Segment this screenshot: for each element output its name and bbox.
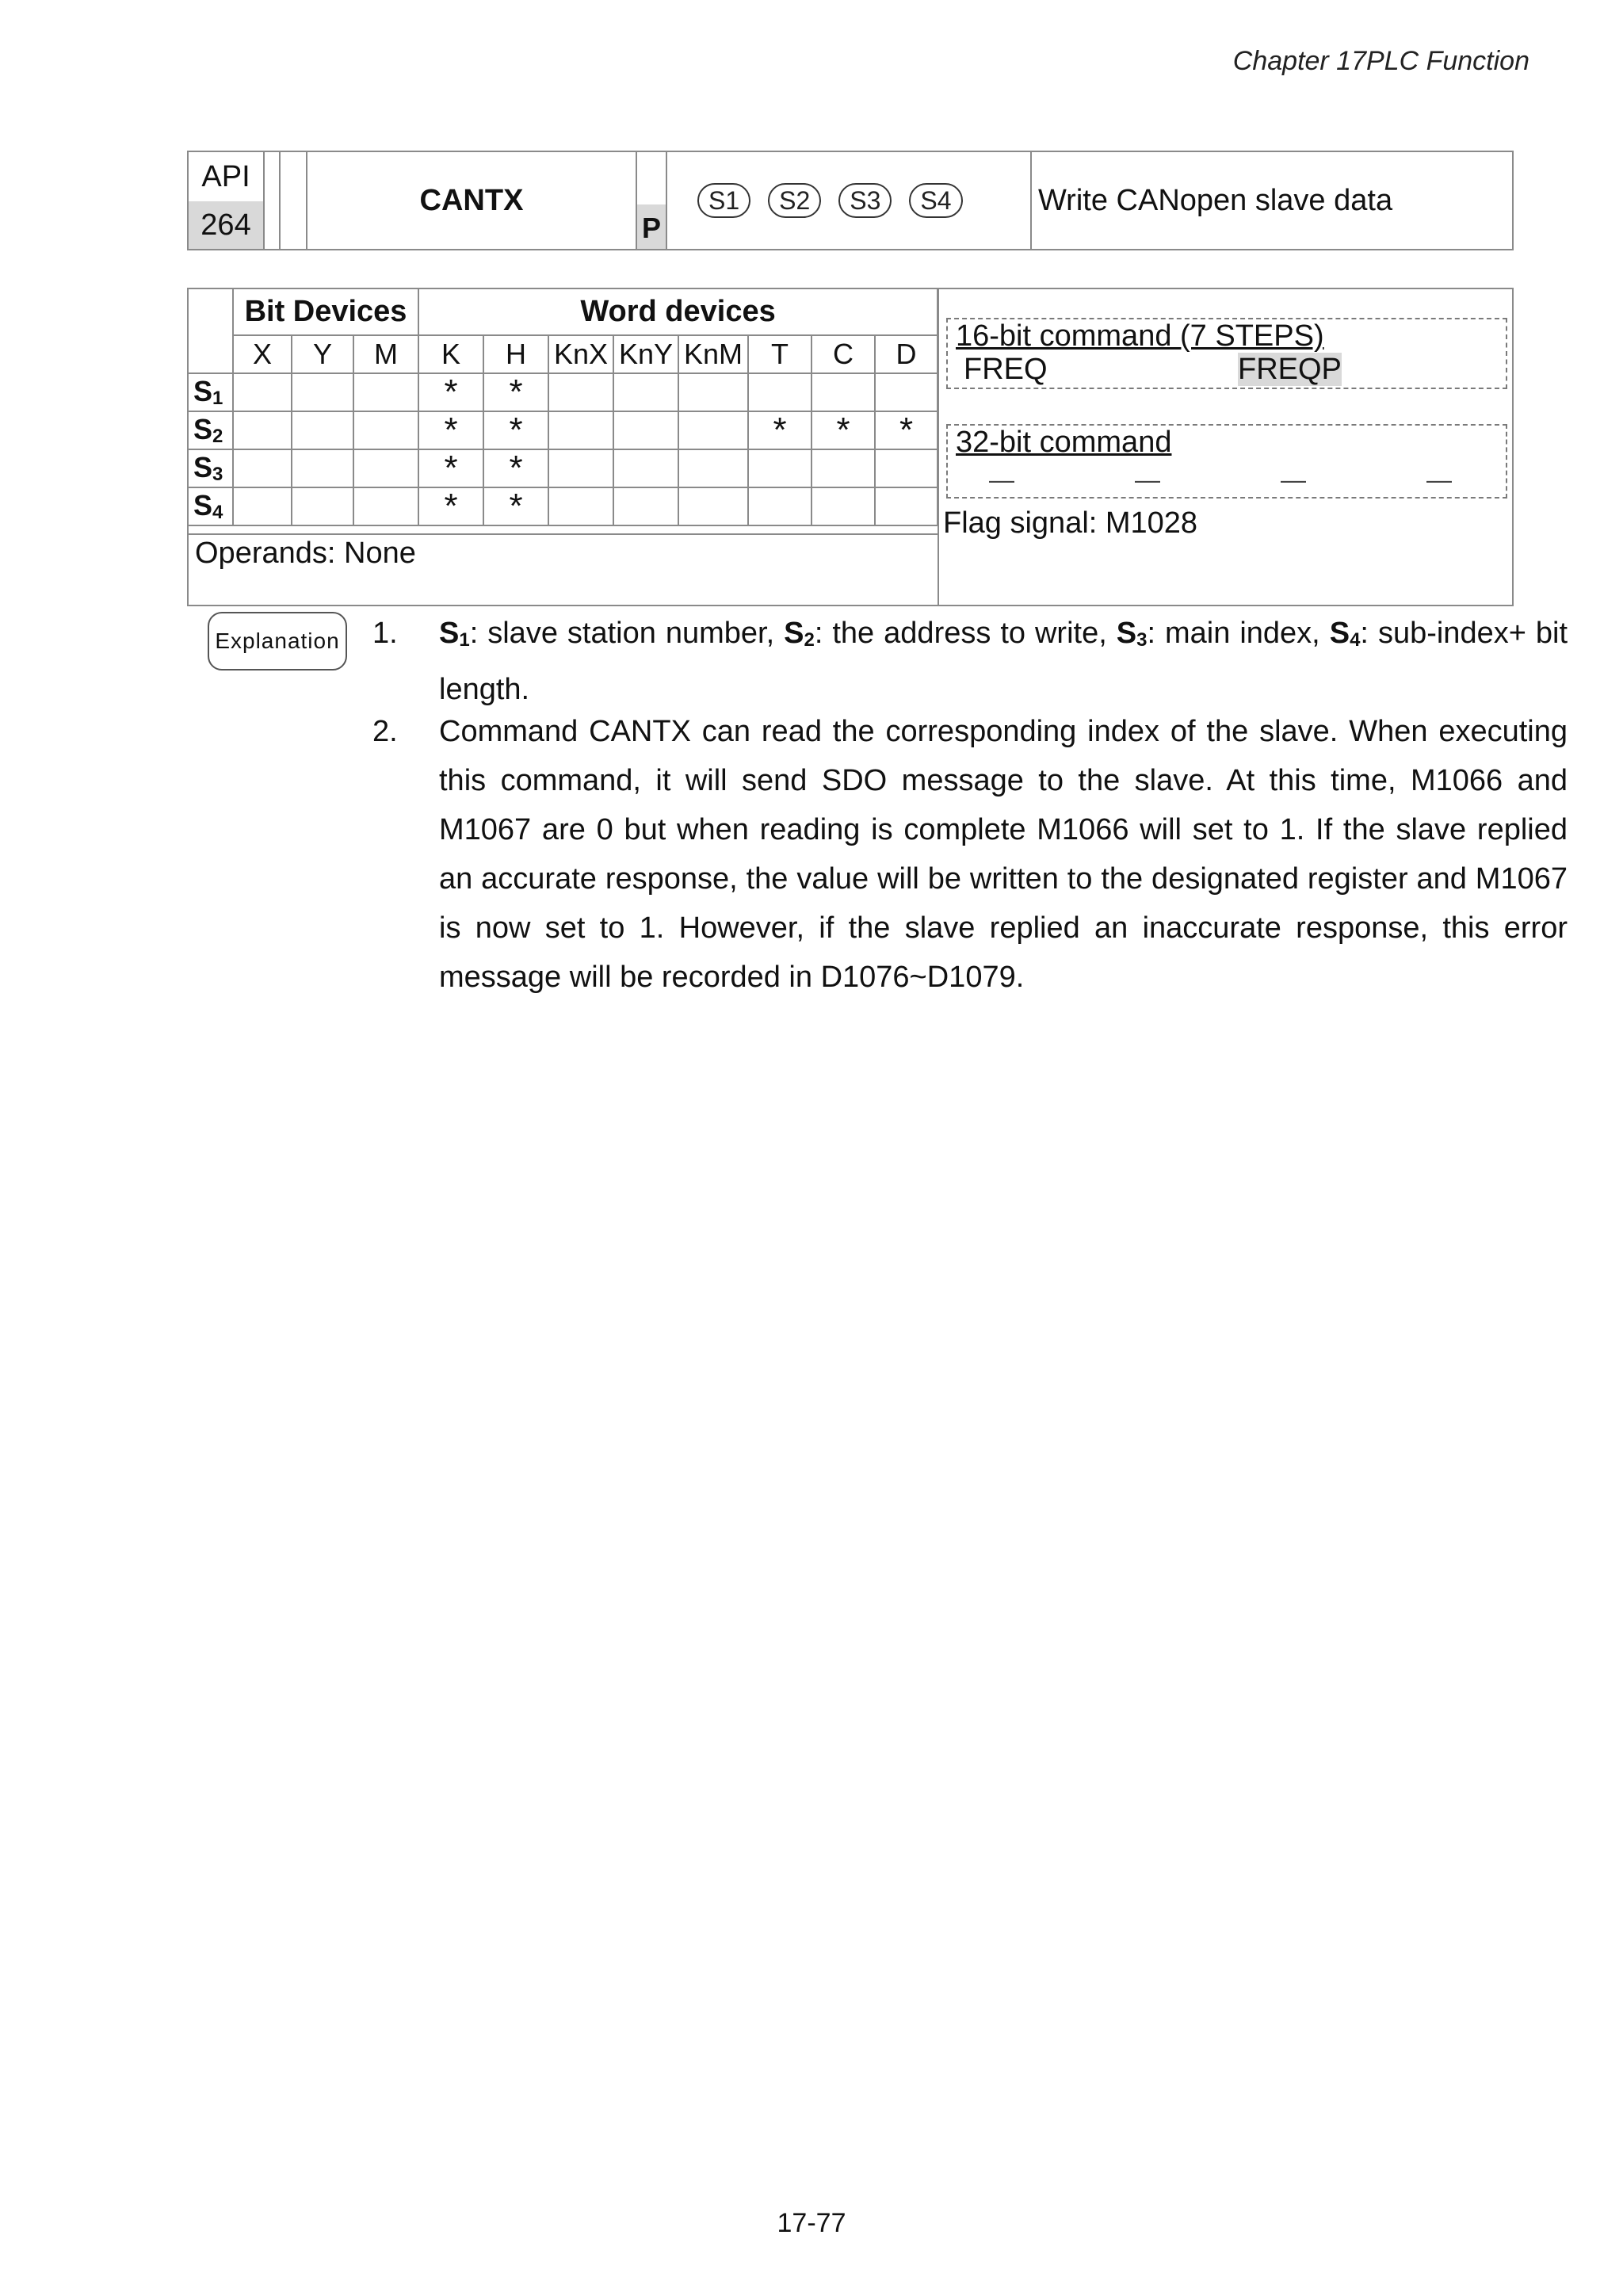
device-cell: [613, 411, 678, 449]
device-cell: [292, 487, 353, 525]
device-cell: [292, 449, 353, 487]
row-label-text: S: [193, 413, 213, 445]
row-label: [189, 449, 233, 487]
table-divider: [938, 289, 939, 605]
operand-s2: S2: [768, 183, 821, 218]
device-cell: [875, 449, 938, 487]
command-32bit-dash: —: [1426, 465, 1452, 494]
command-32bit-title: 32-bit command: [956, 426, 1172, 459]
device-row: [189, 449, 938, 487]
col-header: H: [483, 335, 548, 373]
row-label-sub: 3: [212, 464, 223, 485]
col-header: K: [418, 335, 483, 373]
api-label-cell: [189, 152, 265, 249]
api-instruction-name: CANTX: [419, 184, 524, 217]
row-label: [189, 411, 233, 449]
device-cell: [353, 449, 418, 487]
device-cell: [678, 373, 748, 411]
device-cell: [613, 373, 678, 411]
command-32bit-dash: —: [989, 465, 1014, 494]
device-cell: [353, 487, 418, 525]
flag-signal: Flag signal: M1028: [943, 506, 1198, 540]
command-32bit-dash: —: [1135, 465, 1160, 494]
operand-ref: S: [439, 617, 460, 650]
device-cell: [748, 487, 812, 525]
device-cell: [875, 373, 938, 411]
explanation-badge: Explanation: [208, 612, 347, 670]
row-label: [189, 487, 233, 525]
item-number: 1.: [372, 617, 398, 650]
api-blank-cell: [279, 152, 307, 249]
device-cell: [812, 373, 875, 411]
device-cell: [548, 373, 613, 411]
col-header: KnY: [613, 335, 678, 373]
word-devices-header: Word devices: [418, 289, 938, 335]
api-label: API: [189, 152, 263, 203]
command-16bit-title: 16-bit command (7 STEPS): [956, 319, 1324, 353]
device-cell: [548, 449, 613, 487]
device-cell: *: [875, 411, 938, 449]
device-cell: *: [483, 449, 548, 487]
row-label-sub: 2: [212, 426, 223, 447]
row-label: [189, 373, 233, 411]
row-label-sub: 1: [212, 388, 223, 409]
device-cell: [233, 487, 292, 525]
command-32bit-box: [946, 424, 1507, 499]
col-header: X: [233, 335, 292, 373]
api-operands: [667, 152, 1032, 249]
api-header-box: [187, 151, 1514, 250]
device-cell: [748, 449, 812, 487]
api-description: Write CANopen slave data: [1038, 184, 1393, 217]
item-text: : main index,: [1147, 617, 1330, 650]
device-table: [189, 289, 938, 526]
item-text: : the address to write,: [814, 617, 1117, 650]
device-cell: [678, 411, 748, 449]
operand-ref: S: [1329, 617, 1350, 650]
operand-s4: S4: [909, 183, 962, 218]
command-16bit-freqp: [1238, 353, 1342, 387]
item-text: : sub-index+ bit length.: [439, 617, 1568, 706]
item-text: : slave station number,: [469, 617, 785, 650]
device-cell: [613, 449, 678, 487]
device-cell: [678, 487, 748, 525]
device-row: [189, 487, 938, 525]
device-cell: [233, 373, 292, 411]
row-label-sub: 4: [212, 502, 223, 523]
operand-s1: S1: [697, 183, 750, 218]
operand-ref-sub: 4: [1350, 629, 1361, 651]
device-cell: [812, 487, 875, 525]
col-header: C: [812, 335, 875, 373]
device-cell: [292, 373, 353, 411]
device-cell: [812, 449, 875, 487]
column-header-row: [189, 335, 938, 373]
operand-ref-sub: 1: [459, 629, 470, 651]
chapter-header: Chapter 17PLC Function: [1232, 46, 1529, 76]
device-cell: [548, 487, 613, 525]
item-body: Command CANTX can read the corresponding index of the slave. When executing this command, it will send SDO message to the slave. At this time, M1066 and M1067 are 0 but when reading is complete M1066 will set to 1. If the slave replied an accurate response, the value will be written to the designated register and M1067 is now set to 1. However, if the slave replied an inaccurate response, this error message will be recorded in D1076~D1079.: [439, 715, 1568, 994]
device-cell: [353, 373, 418, 411]
col-header: D: [875, 335, 938, 373]
command-16bit-freq: FREQ: [964, 353, 1048, 386]
device-cell: [678, 449, 748, 487]
col-header: KnX: [548, 335, 613, 373]
device-cell: *: [812, 411, 875, 449]
device-rows: [189, 373, 938, 525]
device-cell: *: [483, 411, 548, 449]
corner-cell: [189, 289, 233, 373]
device-cell: [875, 487, 938, 525]
device-cell: [613, 487, 678, 525]
operand-ref: S: [1116, 617, 1137, 650]
api-pulse-flag: P: [637, 204, 666, 249]
operands-divider: [189, 533, 938, 535]
operands-note: Operands: None: [195, 537, 416, 570]
col-header: T: [748, 335, 812, 373]
col-header: Y: [292, 335, 353, 373]
bit-devices-header: Bit Devices: [233, 289, 418, 335]
api-gap: [265, 152, 279, 249]
device-cell: [292, 411, 353, 449]
command-16bit-box: [946, 318, 1507, 389]
device-cell: [233, 449, 292, 487]
device-cell: *: [483, 487, 548, 525]
device-cell: *: [418, 449, 483, 487]
operand-ref-sub: 3: [1136, 629, 1148, 651]
device-row: [189, 411, 938, 449]
api-pulse-cell: [636, 152, 667, 249]
device-cell: *: [748, 411, 812, 449]
device-table-box: [187, 288, 1514, 606]
device-cell: [748, 373, 812, 411]
row-label-text: S: [193, 451, 213, 483]
operand-ref-sub: 2: [804, 629, 815, 651]
command-32bit-dash: —: [1281, 465, 1306, 494]
col-header: KnM: [678, 335, 748, 373]
device-cell: [548, 411, 613, 449]
operand-ref: S: [784, 617, 804, 650]
command-16bit-freqp-text: FREQP: [1238, 353, 1342, 386]
page-number: 17-77: [777, 2208, 846, 2238]
device-row: [189, 373, 938, 411]
device-cell: *: [418, 487, 483, 525]
device-cell: *: [418, 411, 483, 449]
row-label-text: S: [193, 375, 213, 407]
col-header: M: [353, 335, 418, 373]
device-cell: *: [483, 373, 548, 411]
device-cell: [233, 411, 292, 449]
device-cell: *: [418, 373, 483, 411]
operand-s3: S3: [838, 183, 892, 218]
item-body: [439, 609, 1568, 714]
device-cell: [353, 411, 418, 449]
row-label-text: S: [193, 489, 213, 521]
item-number: 2.: [372, 715, 398, 748]
api-number: 264: [189, 201, 263, 249]
